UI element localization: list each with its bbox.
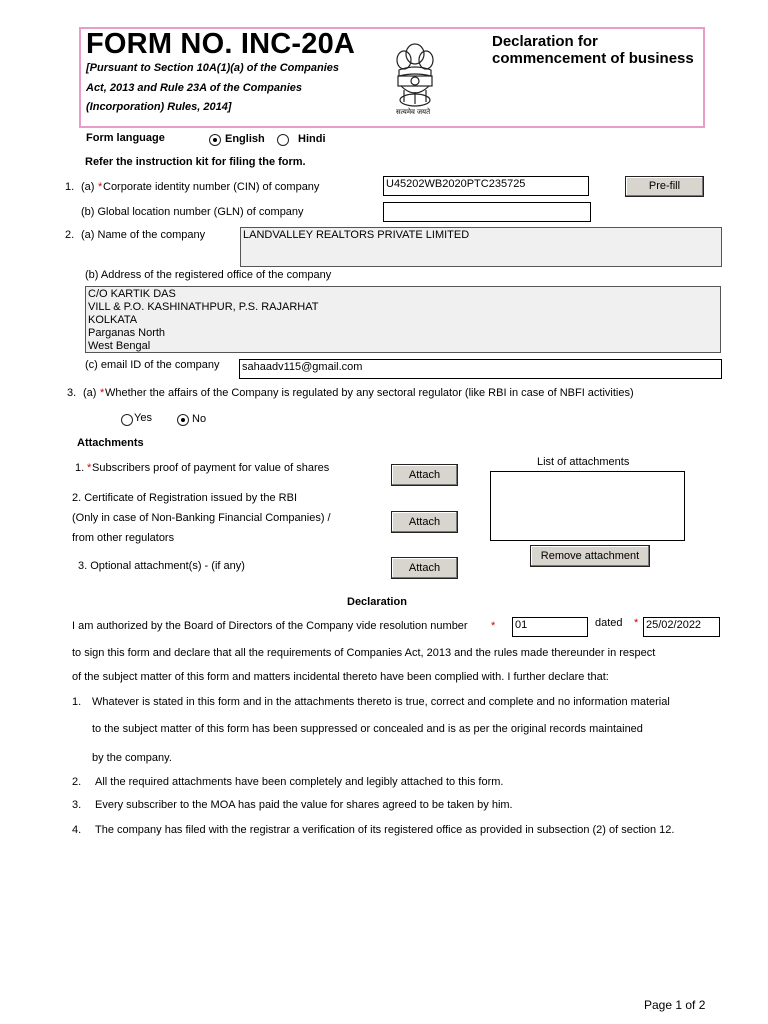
attachment-2-line-2: (Only in case of Non-Banking Financial Companies) / (72, 512, 331, 524)
q1a-required: * (98, 181, 103, 193)
instruction-text: Refer the instruction kit for filing the form. (85, 156, 306, 168)
point-3-number: 3. (72, 799, 82, 811)
gln-label: (b) Global location number (GLN) of company (81, 206, 304, 218)
attachment-3-label: 3. Optional attachment(s) - (if any) (78, 560, 245, 572)
point-1-line-1: Whatever is stated in this form and in the attachments thereto is true, correct and complete and no information material (92, 696, 670, 708)
gln-input[interactable] (383, 202, 591, 222)
q1-number: 1. (65, 181, 75, 193)
pursuant-line-2: Act, 2013 and Rule 23A of the Companies (86, 82, 302, 94)
attach-rbi-button[interactable]: Attach (391, 511, 458, 533)
point-2-text: All the required attachments have been completely and legibly attached to this form. (95, 776, 504, 788)
q3-label: Whether the affairs of the Company is regulated by any sectoral regulator (like RBI in case of NBFI activities) (105, 387, 634, 399)
date-required: * (634, 617, 639, 629)
attachment-2-line-3: from other regulators (72, 532, 175, 544)
declaration-title-1: Declaration for (492, 33, 598, 50)
regulator-yes-label: Yes (134, 412, 152, 424)
dated-label: dated (595, 617, 623, 629)
regulator-yes-radio[interactable] (121, 414, 133, 426)
national-emblem-icon (390, 40, 440, 118)
pursuant-line-1: [Pursuant to Section 10A(1)(a) of the Companies (86, 62, 340, 74)
declaration-line-2: to sign this form and declare that all the requirements of Companies Act, 2013 and the rules made thereunder in respect (72, 647, 656, 659)
point-1-line-2: to the subject matter of this form has been suppressed or concealed and is as per the original records maintained (92, 723, 643, 735)
attachment-1-required: * (87, 462, 92, 474)
attach-proof-button[interactable]: Attach (391, 464, 458, 486)
attachments-list-label: List of attachments (537, 456, 630, 468)
hindi-label: Hindi (298, 133, 326, 145)
q3-number: 3. (67, 387, 77, 399)
resolution-required: * (491, 620, 496, 632)
point-1-line-3: by the company. (92, 752, 172, 764)
attachment-1-label: Subscribers proof of payment for value of shares (92, 462, 330, 474)
page-number: Page 1 of 2 (644, 998, 706, 1012)
declaration-title-2: commencement of business (492, 50, 694, 67)
point-4-text: The company has filed with the registrar a verification of its registered office as provided in subsection (2) of section 12. (95, 824, 675, 836)
email-label: (c) email ID of the company (85, 359, 220, 371)
q2-number: 2. (65, 229, 75, 241)
hindi-radio[interactable] (277, 134, 289, 146)
pursuant-line-3: (Incorporation) Rules, 2014] (86, 101, 232, 113)
point-4-number: 4. (72, 824, 82, 836)
declaration-heading: Declaration (347, 596, 407, 608)
emblem-caption: सत्यमेव जयते (396, 109, 431, 116)
company-name-label: (a) Name of the company (81, 229, 206, 241)
q1a-prefix: (a) (81, 181, 95, 193)
point-1-number: 1. (72, 696, 82, 708)
email-input[interactable]: sahaadv115@gmail.com (239, 359, 722, 379)
address-label: (b) Address of the registered office of the company (85, 269, 332, 281)
cin-label: Corporate identity number (CIN) of company (103, 181, 320, 193)
declaration-line-3: of the subject matter of this form and matters incidental thereto have been complied with. I further declare that: (72, 671, 609, 683)
address-field[interactable]: C/O KARTIK DAS VILL & P.O. KASHINATHPUR, P.S. RAJARHAT KOLKATA Parganas North West Bengal (85, 286, 721, 353)
point-3-text: Every subscriber to the MOA has paid the value for shares agreed to be taken by him. (95, 799, 513, 811)
authorization-text: I am authorized by the Board of Directors of the Company vide resolution number (72, 620, 468, 632)
resolution-number-input[interactable]: 01 (512, 617, 588, 637)
prefill-button[interactable]: Pre-fill (625, 176, 704, 197)
regulator-no-radio[interactable] (177, 414, 189, 426)
q3-prefix: (a) (83, 387, 97, 399)
attachments-list[interactable] (490, 471, 685, 541)
point-2-number: 2. (72, 776, 82, 788)
q3-required: * (100, 387, 105, 399)
attach-optional-button[interactable]: Attach (391, 557, 458, 579)
form-title: FORM NO. INC-20A (86, 28, 356, 60)
regulator-no-label: No (192, 413, 207, 425)
remove-attachment-button[interactable]: Remove attachment (530, 545, 650, 567)
attachments-heading: Attachments (77, 437, 144, 449)
attachment-2-line-1: 2. Certificate of Registration issued by the RBI (72, 492, 297, 504)
english-radio[interactable] (209, 134, 221, 146)
form-language-label: Form language (86, 132, 165, 144)
english-label: English (225, 133, 265, 145)
cin-input[interactable]: U45202WB2020PTC235725 (383, 176, 589, 196)
attachment-1-number: 1. (75, 462, 85, 474)
company-name-field[interactable]: LANDVALLEY REALTORS PRIVATE LIMITED (240, 227, 722, 267)
resolution-date-input[interactable]: 25/02/2022 (643, 617, 720, 637)
